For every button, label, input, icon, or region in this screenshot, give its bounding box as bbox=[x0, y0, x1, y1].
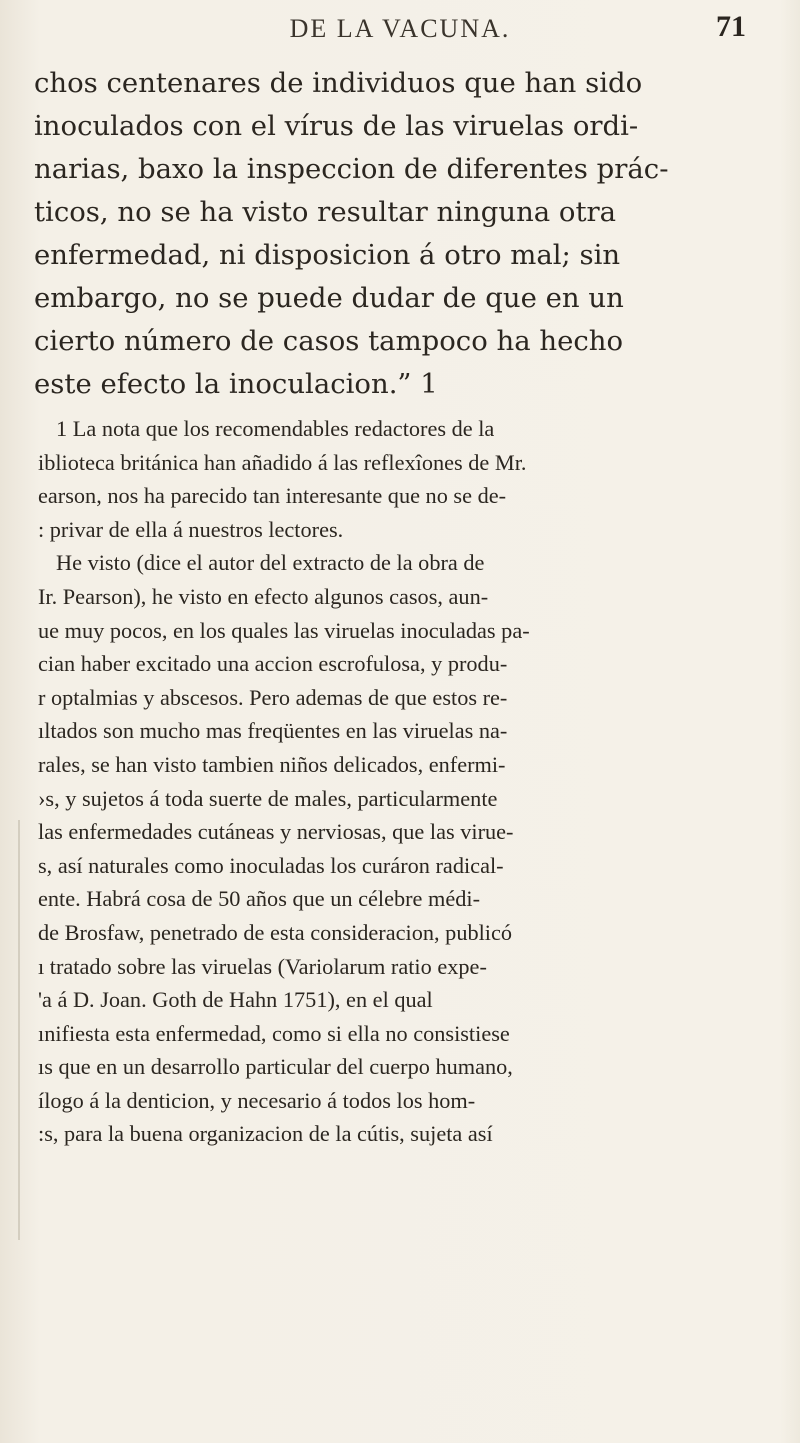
footnote-line: ue muy pocos, en los quales las viruelas inoculadas pa- bbox=[38, 617, 530, 643]
page-number: 71 bbox=[716, 10, 746, 43]
text-line: inoculados con el vírus de las viruelas ordi- bbox=[34, 110, 639, 142]
footnote-line: 1 La nota que los recomendables redactores de la bbox=[56, 416, 495, 441]
footnote-line: cian haber excitado una accion escrofulosa, y produ- bbox=[38, 651, 508, 677]
footnote-line: s, así naturales como inoculadas los curáron radical- bbox=[38, 852, 504, 878]
text-line: narias, baxo la inspeccion de diferentes prác- bbox=[34, 153, 669, 185]
footnote-line: de Brosfaw, penetrado de esta consideracion, publicó bbox=[38, 919, 513, 945]
footnote-line: :s, para la buena organizacion de la cútis, sujeta así bbox=[38, 1121, 493, 1147]
running-head: DE LA VACUNA. bbox=[289, 14, 511, 43]
footnote-line: earson, nos ha parecido tan interesante que no se de- bbox=[38, 483, 507, 509]
footnote-line: ílogo á la denticion, y necesario á todos los hom- bbox=[38, 1087, 476, 1113]
footnote-line: ınifiesta esta enfermedad, como si ella no consistiese bbox=[38, 1020, 510, 1046]
footnote-line: ıs que en un desarrollo particular del cuerpo humano, bbox=[38, 1054, 513, 1080]
text-line: enfermedad, ni disposicion á otro mal; sin bbox=[34, 239, 621, 271]
binding-edge bbox=[18, 820, 20, 1240]
text-line: cierto número de casos tampoco ha hecho bbox=[34, 325, 624, 357]
footnote bbox=[38, 412, 793, 1151]
footnote-line: He visto (dice el autor del extracto de la obra de bbox=[56, 550, 485, 576]
text-line: ticos, no se ha visto resultar ninguna otra bbox=[34, 196, 617, 228]
text-line: chos centenares de individuos que han sido bbox=[34, 67, 643, 99]
footnote-line: 'a á D. Joan. Goth de Hahn 1751), en el qual bbox=[38, 987, 433, 1013]
footnote-line: Ir. Pearson), he visto en efecto algunos casos, aun- bbox=[38, 583, 489, 609]
main-text bbox=[34, 62, 794, 406]
footnote-line: : privar de ella á nuestros lectores. bbox=[38, 516, 344, 542]
footnote-line: rales, se han visto tambien niños delicados, enfermi- bbox=[38, 751, 506, 777]
footnote-line: ›s, y sujetos á toda suerte de males, particularmente bbox=[38, 785, 498, 811]
footnote-line: ente. Habrá cosa de 50 años que un célebre médi- bbox=[38, 886, 481, 912]
footnote-line: iblioteca británica han añadido á las reflexîones de Mr. bbox=[38, 449, 527, 475]
text-line: este efecto la inoculacion.” 1 bbox=[34, 368, 438, 400]
footnote-line: r optalmias y abscesos. Pero ademas de que estos re- bbox=[38, 684, 508, 710]
footnote-line: ı tratado sobre las viruelas (Variolarum ratio expe- bbox=[38, 953, 487, 979]
footnote-line: ıltados son mucho mas freqüentes en las viruelas na- bbox=[38, 718, 508, 744]
footnote-line: las enfermedades cutáneas y nerviosas, que las virue- bbox=[38, 819, 514, 845]
text-line: embargo, no se puede dudar de que en un bbox=[34, 282, 624, 314]
